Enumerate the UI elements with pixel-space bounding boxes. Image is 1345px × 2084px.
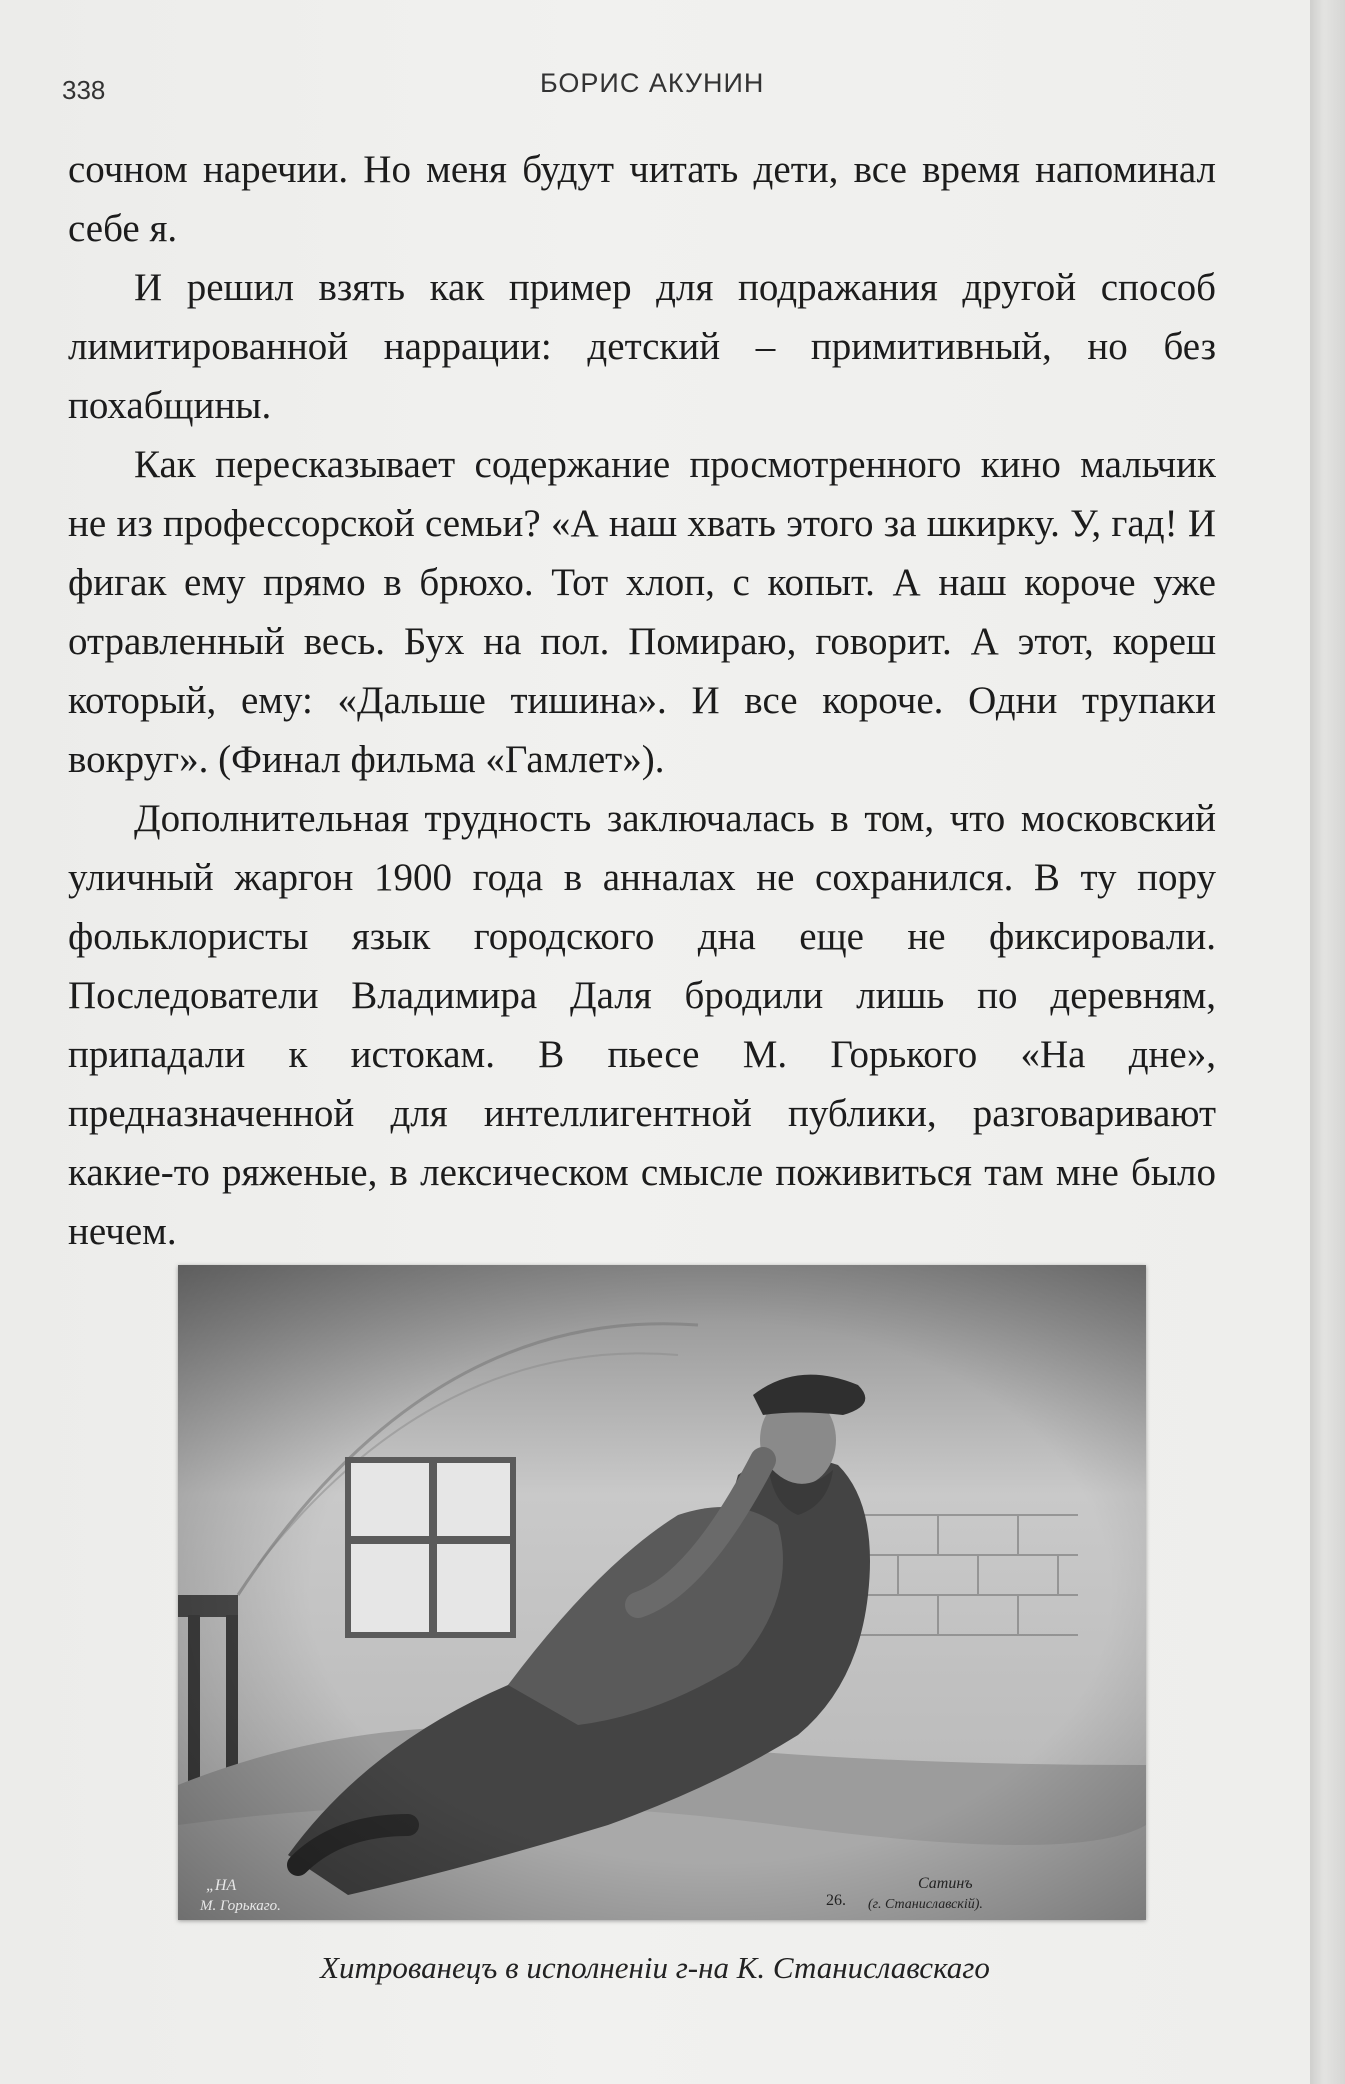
paragraph: Дополнительная трудность заключалась в том, что московский уличный жаргон 1900 года в анналах не сохранился. В ту пору фольклористы язык городского дна еще не фиксировали. Последователи Владимира Даля бродили лишь по деревням, припадали к истокам. В пьесе М. Горького «На дне», предназначенной для интеллигентной публики, разговаривают какие-то ряженые, в лексическом смысле поживиться там мне было нечем.: [68, 797, 1216, 1253]
running-title: БОРИС АКУНИН: [540, 68, 765, 98]
stamp-left-line2: М. Горькаго.: [200, 1898, 281, 1914]
stamp-number: 26.: [826, 1892, 846, 1909]
paragraph: сочном наречии. Но меня будут читать дети, все время напоминал себе я.: [68, 148, 1216, 250]
body-text: [68, 140, 1216, 1261]
figure-caption: Хитрованецъ в исполненіи г-на К. Станиславскаго: [320, 1950, 990, 1985]
page-edge: [1310, 0, 1345, 2084]
paragraph: И решил взять как пример для подражания другой способ лимитированной наррации: детский – примитивный, но без похабщины.: [68, 266, 1216, 427]
stamp-left-line1: „НА: [206, 1877, 237, 1894]
paragraph: Как пересказывает содержание просмотренного кино мальчик не из профессорской семьи? «А наш хвать этого за шкирку. У, гад! И фигак ему прямо в брюхо. Тот хлоп, с копыт. А наш короче уже отравленный весь. Бух на пол. Помираю, говорит. А этот, кореш который, ему: «Дальше тишина». И все короче. Одни трупаки вокруг». (Финал фильма «Гамлет»).: [68, 443, 1216, 781]
historical-photograph: [178, 1265, 1146, 1920]
stamp-right-line2: (г. Станиславскій).: [868, 1897, 983, 1912]
page-number: 338: [62, 75, 106, 105]
stamp-right-line1: Сатинъ: [918, 1875, 973, 1892]
